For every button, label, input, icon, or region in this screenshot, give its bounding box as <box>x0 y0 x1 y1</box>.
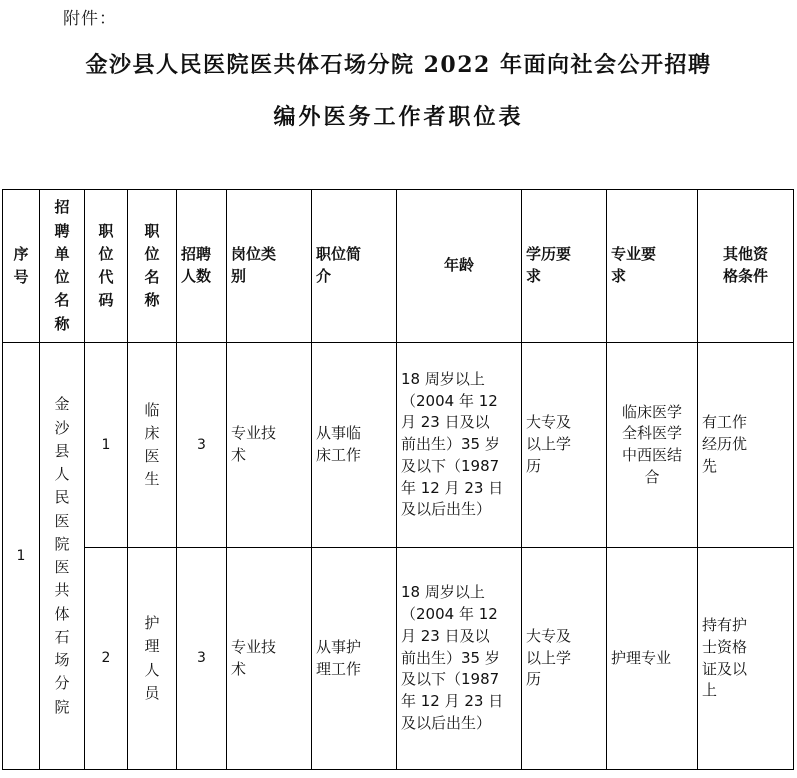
header-major: 专业要 求 <box>607 190 698 343</box>
header-seq: 序 号 <box>3 190 40 343</box>
cell-count: 3 <box>177 548 227 770</box>
cell-code: 1 <box>85 343 128 548</box>
table-row <box>3 548 794 770</box>
header-intro: 职位简 介 <box>312 190 397 343</box>
document-title-line-2: 编外医务工作者职位表 <box>273 104 524 130</box>
cell-code: 2 <box>85 548 128 770</box>
cell-age: 18 周岁以上 （2004 年 12 月 23 日及以 前出生）35 岁 及以下（1987 年 12 月 23 日 及以后出生） <box>397 548 522 770</box>
table-header-row <box>3 190 794 343</box>
header-code: 职 位 代 码 <box>85 190 128 343</box>
header-other: 其他资 格条件 <box>698 190 794 343</box>
cell-major: 临床医学 全科医学 中西医结 合 <box>607 343 698 548</box>
cell-age: 18 周岁以上 （2004 年 12 月 23 日及以 前出生）35 岁 及以下（1987 年 12 月 23 日 及以后出生） <box>397 343 522 548</box>
header-count: 招聘 人数 <box>177 190 227 343</box>
cell-education: 大专及 以上学 历 <box>522 343 607 548</box>
document-title-line-1: 金沙县人民医院医共体石场分院 2022 年面向社会公开招聘 <box>85 52 712 78</box>
header-category: 岗位类 别 <box>227 190 312 343</box>
cell-count: 3 <box>177 343 227 548</box>
header-age: 年龄 <box>397 190 522 343</box>
cell-seq: 1 <box>3 343 40 770</box>
cell-other: 持有护 士资格 证及以 上 <box>698 548 794 770</box>
cell-other: 有工作 经历优 先 <box>698 343 794 548</box>
cell-unit: 金 沙 县 人 民 医 院 医 共 体 石 场 分 院 <box>40 343 85 770</box>
table-row <box>3 343 794 548</box>
cell-category: 专业技 术 <box>227 343 312 548</box>
header-position: 职 位 名 称 <box>128 190 177 343</box>
cell-category: 专业技 术 <box>227 548 312 770</box>
cell-intro: 从事护 理工作 <box>312 548 397 770</box>
attachment-label: 附件： <box>63 9 117 29</box>
header-unit: 招 聘 单 位 名 称 <box>40 190 85 343</box>
cell-position: 护 理 人 员 <box>128 548 177 770</box>
cell-intro: 从事临 床工作 <box>312 343 397 548</box>
cell-position: 临 床 医 生 <box>128 343 177 548</box>
cell-education: 大专及 以上学 历 <box>522 548 607 770</box>
cell-major: 护理专业 <box>607 548 698 770</box>
header-education: 学历要 求 <box>522 190 607 343</box>
position-table <box>2 189 794 770</box>
